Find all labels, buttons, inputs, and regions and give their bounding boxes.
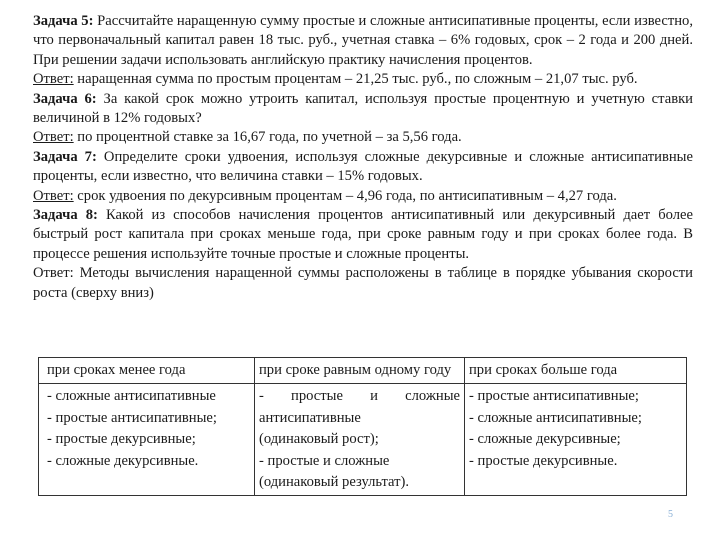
list-item: - простые антисипативные; [469, 388, 639, 405]
task-8-label: Задача 8: [33, 207, 98, 224]
task-5-answer [33, 70, 693, 89]
table-header-row [39, 358, 687, 384]
task-8 [33, 206, 693, 264]
header-one-year: при сроке равным одному году [255, 358, 465, 384]
list-item: - простые и сложные [259, 452, 390, 469]
list-item: - простые и сложные антисипативные [259, 388, 460, 426]
list-item: - сложные антисипативные; [469, 409, 642, 426]
list-item: - простые декурсивные. [469, 452, 618, 469]
task-6-label: Задача 6: [33, 90, 97, 107]
task-5 [33, 12, 693, 70]
answer-label: Ответ: [33, 265, 74, 282]
list-item: (одинаковый результат). [259, 474, 410, 491]
list-item: - сложные антисипативные [47, 388, 216, 405]
list-item: - простые декурсивные; [47, 431, 196, 448]
task-7-answer-text: срок удвоения по декурсивным процентам – 4,96 года, по антисипативным – 4,27 года. [77, 187, 617, 204]
list-item: - сложные декурсивные. [47, 452, 199, 469]
document-text [33, 12, 693, 303]
header-less-than-year: при сроках менее года [39, 358, 255, 384]
answer-label: Ответ: [33, 129, 74, 146]
task-7-text: Определите сроки удвоения, используя сложные декурсивные и сложные антисипативные проценты, если известно, что величина ставки – 15% годовых. [33, 148, 693, 185]
header-more-than-year: при сроках больше года [465, 358, 687, 384]
results-table [38, 357, 687, 496]
task-5-text: Рассчитайте наращенную сумму простые и сложные антисипативные проценты, если известно, что первоначальный капитал равен 18 тыс. руб., учетная ставка – 6% годовых, срок – 2 года и 200 дней. При решении задачи использовать английскую практику начисления процентов. [33, 13, 693, 68]
task-5-answer-text: наращенная сумма по простым процентам – 21,25 тыс. руб., по сложным – 21,07 тыс. руб. [77, 71, 638, 88]
col-less-than-year [39, 384, 255, 496]
task-8-text: Какой из способов начисления процентов антисипативный или декурсивный дает более быстрый рост капитала при сроках меньше года, при сроке равным году и при сроках более года. В процессе решения используйте точные простые и сложные проценты. [33, 207, 693, 262]
task-6-text: За какой срок можно утроить капитал, используя простые процентную и учетную ставки величиной в 12% годовых? [33, 90, 693, 127]
task-8-answer [33, 264, 693, 303]
task-6 [33, 90, 693, 129]
task-6-answer-text: по процентной ставке за 16,67 года, по учетной – за 5,56 года. [77, 129, 462, 146]
page-number: 5 [668, 509, 673, 520]
task-5-label: Задача 5: [33, 13, 94, 29]
list-item: (одинаковый рост); [259, 431, 379, 448]
task-7 [33, 148, 693, 187]
answer-label: Ответ: [33, 187, 74, 204]
table-row [39, 384, 687, 496]
col-one-year [255, 384, 465, 496]
answer-label: Ответ: [33, 71, 74, 88]
task-6-answer [33, 128, 693, 147]
task-8-answer-text: Методы вычисления наращенной суммы расположены в таблице в порядке убывания скорости роста (сверху вниз) [33, 265, 693, 301]
col-more-than-year [465, 384, 687, 496]
list-item: - сложные декурсивные; [469, 431, 621, 448]
task-7-answer [33, 187, 693, 206]
list-item: - простые антисипативные; [47, 409, 217, 426]
task-7-label: Задача 7: [33, 148, 97, 165]
